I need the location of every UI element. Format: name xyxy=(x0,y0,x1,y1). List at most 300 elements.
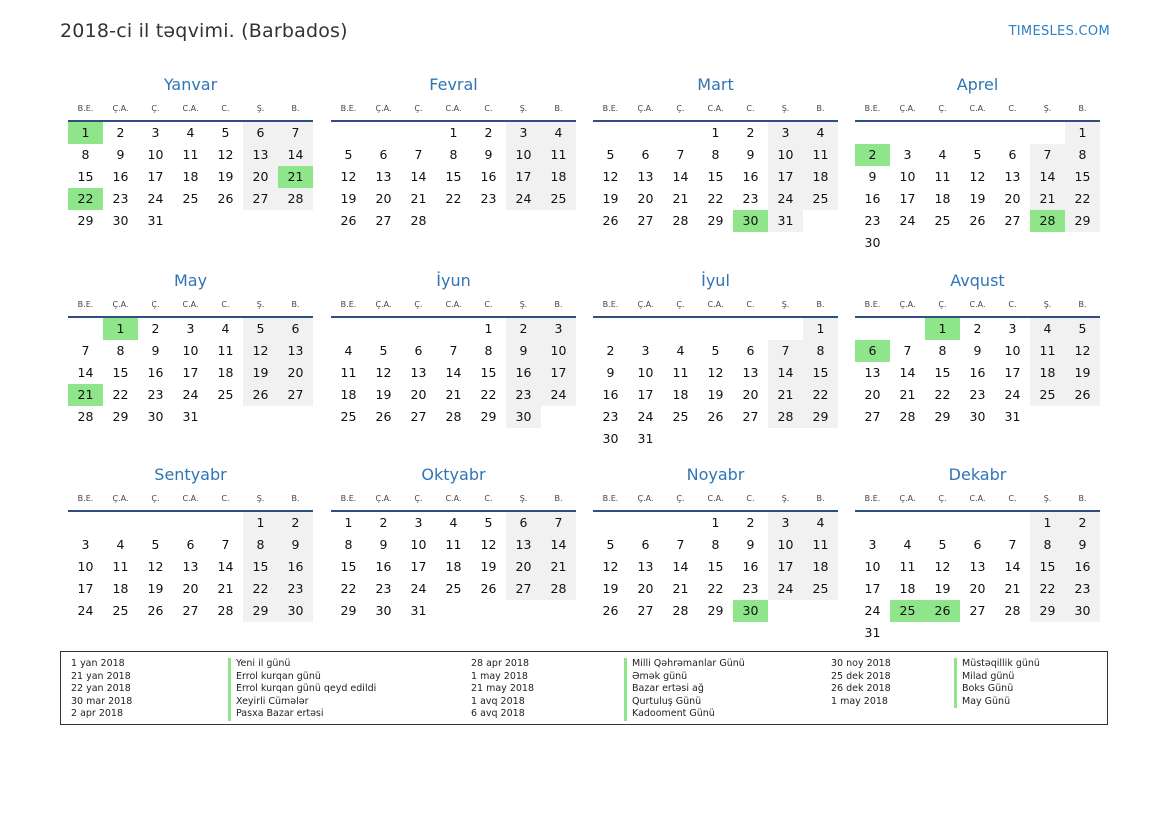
day-cell: 20 xyxy=(375,191,392,206)
weekday-header xyxy=(593,486,838,512)
legend-names-column xyxy=(228,658,376,721)
day-cell: 10 xyxy=(541,340,576,362)
day-cell: 10 xyxy=(864,559,881,574)
holiday-name: Milad günü xyxy=(954,671,1040,684)
weekday-label: B.E. xyxy=(340,494,357,503)
day-cell: 18 xyxy=(934,191,951,206)
day-cell: 11 xyxy=(803,144,838,166)
day-cell: 4 xyxy=(116,537,125,552)
day-cell: 18 xyxy=(541,166,576,188)
day-cell: 4 xyxy=(803,122,838,144)
weekday-label: B. xyxy=(816,494,825,503)
day-cell: 19 xyxy=(602,191,619,206)
day-cell: 26 xyxy=(375,409,392,424)
day-cell: 16 xyxy=(147,365,164,380)
day-cell: 23 xyxy=(742,191,759,206)
weekday-label: Ş. xyxy=(519,494,528,503)
day-cell: 20 xyxy=(182,581,199,596)
day-cell: 24 xyxy=(147,191,164,206)
empty-cell xyxy=(890,318,925,340)
weekday-header xyxy=(593,292,838,318)
day-cell: 2 xyxy=(506,318,541,340)
day-cell: 5 xyxy=(221,125,230,140)
day-cell: 19 xyxy=(340,191,357,206)
month-name: İyun xyxy=(436,271,471,290)
holiday-date: 6 avq 2018 xyxy=(471,708,525,719)
day-cell: 15 xyxy=(112,365,129,380)
weekday-header xyxy=(855,292,1100,318)
empty-cell xyxy=(1030,122,1065,144)
day-cell: 3 xyxy=(641,343,650,358)
weekday-label: B.E. xyxy=(340,104,357,113)
day-cell: 10 xyxy=(147,147,164,162)
day-cell: 19 xyxy=(707,387,724,402)
day-cell: 22 xyxy=(707,581,724,596)
day-cell: 24 xyxy=(541,384,576,406)
day-cell: 7 xyxy=(278,122,313,144)
legend-names-column xyxy=(624,658,745,721)
weekday-header xyxy=(331,486,576,512)
weekday-label: Ş. xyxy=(1043,494,1052,503)
day-cell: 18 xyxy=(1030,362,1065,384)
day-cell: 27 xyxy=(243,188,278,210)
holiday-date: 26 dek 2018 xyxy=(831,683,891,694)
weekday-label: C. xyxy=(484,104,493,113)
empty-cell xyxy=(436,318,471,340)
day-cell: 1 xyxy=(243,512,278,534)
day-cell: 2 xyxy=(151,321,160,336)
empty-cell xyxy=(855,512,890,534)
day-cell: 21 xyxy=(1004,581,1021,596)
day-cell: 29 xyxy=(1065,210,1100,232)
day-cell: 15 xyxy=(77,169,94,184)
holiday-day-cell: 30 xyxy=(733,600,768,622)
empty-cell xyxy=(173,512,208,534)
month-name: Aprel xyxy=(956,75,999,94)
weekday-label: C. xyxy=(746,104,755,113)
day-cell: 27 xyxy=(864,409,881,424)
day-cell: 26 xyxy=(147,603,164,618)
holiday-name: Milli Qəhrəmanlar Günü xyxy=(624,658,745,671)
empty-cell xyxy=(628,122,663,144)
day-cell: 12 xyxy=(217,147,234,162)
day-cell: 19 xyxy=(934,581,951,596)
holiday-date: 30 noy 2018 xyxy=(831,658,891,669)
weekday-label: C.A. xyxy=(707,104,724,113)
day-cell: 7 xyxy=(676,147,685,162)
day-cell: 29 xyxy=(707,603,724,618)
weekday-label: Ç.A. xyxy=(112,300,129,309)
month-calendar xyxy=(593,74,838,232)
day-cell: 19 xyxy=(602,581,619,596)
day-cell: 13 xyxy=(969,559,986,574)
weekday-label: Ş. xyxy=(256,300,265,309)
day-cell: 10 xyxy=(1004,343,1021,358)
weekday-label: Ç. xyxy=(151,300,160,309)
day-cell: 30 xyxy=(278,600,313,622)
weekday-label: C. xyxy=(746,494,755,503)
day-cell: 8 xyxy=(116,343,125,358)
empty-cell xyxy=(995,512,1030,534)
day-cell: 30 xyxy=(864,235,881,250)
weekday-label: Ç. xyxy=(151,494,160,503)
day-cell: 23 xyxy=(742,581,759,596)
day-cell: 21 xyxy=(1030,188,1065,210)
day-cell: 24 xyxy=(768,188,803,210)
day-cell: 28 xyxy=(541,578,576,600)
day-cell: 24 xyxy=(864,603,881,618)
day-cell: 23 xyxy=(1065,578,1100,600)
day-cell: 6 xyxy=(379,147,388,162)
day-cell: 25 xyxy=(541,188,576,210)
day-cell: 6 xyxy=(243,122,278,144)
day-cell: 11 xyxy=(182,147,199,162)
day-cell: 11 xyxy=(934,169,951,184)
empty-cell xyxy=(925,512,960,534)
day-cell: 17 xyxy=(77,581,94,596)
day-cell: 4 xyxy=(541,122,576,144)
weekday-label: Ç. xyxy=(938,104,947,113)
day-cell: 31 xyxy=(864,625,881,640)
day-cell: 19 xyxy=(147,581,164,596)
day-cell: 10 xyxy=(182,343,199,358)
day-cell: 25 xyxy=(934,213,951,228)
holiday-day-cell: 1 xyxy=(68,122,103,144)
day-cell: 24 xyxy=(182,387,199,402)
weekday-label: Ç.A. xyxy=(899,104,916,113)
weekday-label: C. xyxy=(1008,104,1017,113)
day-cell: 17 xyxy=(899,191,916,206)
day-cell: 23 xyxy=(480,191,497,206)
weekday-label: Ç. xyxy=(676,104,685,113)
day-cell: 22 xyxy=(803,384,838,406)
day-cell: 21 xyxy=(217,581,234,596)
weekday-label: B. xyxy=(1078,494,1087,503)
day-cell: 22 xyxy=(934,387,951,402)
day-cell: 22 xyxy=(1065,188,1100,210)
holiday-name: Bazar ertəsi ağ xyxy=(624,683,745,696)
weekday-label: B.E. xyxy=(340,300,357,309)
day-cell: 13 xyxy=(375,169,392,184)
day-cell: 2 xyxy=(379,515,388,530)
holiday-day-cell: 6 xyxy=(855,340,890,362)
day-cell: 1 xyxy=(344,515,353,530)
day-grid xyxy=(593,512,838,622)
empty-cell xyxy=(663,318,698,340)
day-cell: 22 xyxy=(243,578,278,600)
day-cell: 24 xyxy=(506,188,541,210)
day-cell: 12 xyxy=(602,559,619,574)
day-cell: 18 xyxy=(445,559,462,574)
day-cell: 10 xyxy=(506,144,541,166)
weekday-label: Ç. xyxy=(676,494,685,503)
day-cell: 29 xyxy=(480,409,497,424)
day-cell: 18 xyxy=(182,169,199,184)
day-cell: 17 xyxy=(541,362,576,384)
weekday-label: Ş. xyxy=(1043,300,1052,309)
month-calendar xyxy=(68,74,313,232)
holiday-name: Kadooment Günü xyxy=(624,708,745,721)
weekday-label: Ç. xyxy=(151,104,160,113)
day-cell: 31 xyxy=(410,603,427,618)
day-cell: 8 xyxy=(711,537,720,552)
day-cell: 5 xyxy=(606,147,615,162)
day-cell: 28 xyxy=(217,603,234,618)
day-cell: 24 xyxy=(410,581,427,596)
holiday-name: Boks Günü xyxy=(954,683,1040,696)
weekday-label: B.E. xyxy=(602,494,619,503)
day-cell: 8 xyxy=(243,534,278,556)
day-cell: 11 xyxy=(112,559,129,574)
day-cell: 22 xyxy=(1030,578,1065,600)
day-cell: 29 xyxy=(1030,600,1065,622)
day-cell: 31 xyxy=(182,409,199,424)
holiday-legend xyxy=(60,651,1108,725)
day-cell: 16 xyxy=(864,191,881,206)
weekday-header xyxy=(855,486,1100,512)
day-cell: 20 xyxy=(637,191,654,206)
holiday-name: Errol kurqan günü xyxy=(228,671,376,684)
weekday-label: Ş. xyxy=(256,104,265,113)
day-cell: 24 xyxy=(1004,387,1021,402)
day-cell: 11 xyxy=(899,559,916,574)
day-cell: 16 xyxy=(602,387,619,402)
empty-cell xyxy=(698,318,733,340)
day-cell: 9 xyxy=(151,343,160,358)
day-cell: 17 xyxy=(864,581,881,596)
weekday-label: B. xyxy=(554,300,563,309)
day-cell: 20 xyxy=(969,581,986,596)
day-cell: 11 xyxy=(803,534,838,556)
day-cell: 2 xyxy=(116,125,125,140)
day-cell: 26 xyxy=(243,384,278,406)
day-cell: 14 xyxy=(672,169,689,184)
day-cell: 1 xyxy=(803,318,838,340)
weekday-label: Ç. xyxy=(938,494,947,503)
day-cell: 26 xyxy=(969,213,986,228)
day-cell: 5 xyxy=(711,343,720,358)
day-cell: 25 xyxy=(340,409,357,424)
weekday-label: C.A. xyxy=(182,300,199,309)
day-cell: 17 xyxy=(637,387,654,402)
day-cell: 2 xyxy=(606,343,615,358)
day-cell: 27 xyxy=(278,384,313,406)
day-cell: 2 xyxy=(746,515,755,530)
day-cell: 16 xyxy=(1065,556,1100,578)
day-grid xyxy=(331,318,576,428)
day-grid xyxy=(593,318,838,450)
legend-dates-column xyxy=(71,658,132,721)
day-cell: 15 xyxy=(707,559,724,574)
empty-cell xyxy=(138,512,173,534)
day-cell: 23 xyxy=(112,191,129,206)
holiday-date: 1 may 2018 xyxy=(471,670,528,682)
day-cell: 9 xyxy=(868,169,877,184)
day-cell: 2 xyxy=(973,321,982,336)
weekday-label: C.A. xyxy=(969,494,986,503)
day-cell: 25 xyxy=(672,409,689,424)
holiday-name: Qurtuluş Günü xyxy=(624,696,745,709)
weekday-label: C. xyxy=(221,494,230,503)
weekday-label: Ş. xyxy=(781,104,790,113)
holiday-name: Müstəqillik günü xyxy=(954,658,1040,671)
weekday-label: Ç.A. xyxy=(375,494,392,503)
weekday-header xyxy=(855,96,1100,122)
day-cell: 25 xyxy=(1030,384,1065,406)
holiday-name: Pasxa Bazar ertəsi xyxy=(228,708,376,721)
day-cell: 31 xyxy=(1004,409,1021,424)
day-cell: 6 xyxy=(278,318,313,340)
day-cell: 10 xyxy=(768,144,803,166)
day-cell: 16 xyxy=(969,365,986,380)
day-cell: 28 xyxy=(672,603,689,618)
day-cell: 19 xyxy=(375,387,392,402)
weekday-label: B. xyxy=(1078,300,1087,309)
day-cell: 29 xyxy=(934,409,951,424)
day-cell: 13 xyxy=(410,365,427,380)
day-cell: 18 xyxy=(803,556,838,578)
day-cell: 4 xyxy=(938,147,947,162)
weekday-label: C.A. xyxy=(182,494,199,503)
day-cell: 5 xyxy=(243,318,278,340)
day-cell: 25 xyxy=(445,581,462,596)
empty-cell xyxy=(663,122,698,144)
holiday-day-cell: 28 xyxy=(1030,210,1065,232)
empty-cell xyxy=(331,318,366,340)
empty-cell xyxy=(960,122,995,144)
day-grid xyxy=(855,122,1100,254)
day-cell: 10 xyxy=(77,559,94,574)
holiday-day-cell: 1 xyxy=(103,318,138,340)
day-cell: 20 xyxy=(506,556,541,578)
day-cell: 8 xyxy=(344,537,353,552)
day-cell: 7 xyxy=(541,512,576,534)
day-cell: 30 xyxy=(147,409,164,424)
day-cell: 8 xyxy=(1065,144,1100,166)
day-cell: 20 xyxy=(864,387,881,402)
day-cell: 26 xyxy=(1065,384,1100,406)
month-name: Mart xyxy=(697,75,734,94)
day-cell: 12 xyxy=(147,559,164,574)
month-name: Noyabr xyxy=(686,465,745,484)
day-cell: 24 xyxy=(899,213,916,228)
empty-cell xyxy=(855,318,890,340)
day-cell: 11 xyxy=(672,365,689,380)
day-cell: 5 xyxy=(151,537,160,552)
day-cell: 22 xyxy=(340,581,357,596)
weekday-label: Ç.A. xyxy=(375,300,392,309)
day-cell: 28 xyxy=(672,213,689,228)
day-cell: 13 xyxy=(637,169,654,184)
month-calendar xyxy=(593,270,838,450)
weekday-label: Ç.A. xyxy=(637,300,654,309)
day-cell: 1 xyxy=(484,321,493,336)
day-cell: 30 xyxy=(602,431,619,446)
day-cell: 5 xyxy=(1065,318,1100,340)
day-cell: 25 xyxy=(182,191,199,206)
weekday-label: B. xyxy=(291,494,300,503)
empty-cell xyxy=(331,122,366,144)
day-cell: 11 xyxy=(340,365,357,380)
day-cell: 8 xyxy=(1030,534,1065,556)
day-cell: 20 xyxy=(278,362,313,384)
day-cell: 18 xyxy=(803,166,838,188)
weekday-label: B. xyxy=(554,104,563,113)
day-cell: 12 xyxy=(934,559,951,574)
weekday-label: B.E. xyxy=(864,494,881,503)
day-cell: 23 xyxy=(278,578,313,600)
brand-link[interactable]: TIMESLES.COM xyxy=(1008,24,1110,39)
day-cell: 14 xyxy=(410,169,427,184)
holiday-name: Errol kurqan günü qeyd edildi xyxy=(228,683,376,696)
holiday-name: Yeni il günü xyxy=(228,658,376,671)
day-cell: 27 xyxy=(969,603,986,618)
empty-cell xyxy=(68,318,103,340)
day-cell: 28 xyxy=(278,188,313,210)
month-name: İyul xyxy=(701,271,730,290)
weekday-label: B.E. xyxy=(77,300,94,309)
day-cell: 19 xyxy=(243,362,278,384)
weekday-label: Ç. xyxy=(414,300,423,309)
weekday-label: Ç.A. xyxy=(899,494,916,503)
weekday-header xyxy=(593,96,838,122)
day-cell: 17 xyxy=(768,556,803,578)
day-cell: 27 xyxy=(637,603,654,618)
legend-dates-column xyxy=(831,658,891,708)
day-cell: 13 xyxy=(742,365,759,380)
day-cell: 30 xyxy=(969,409,986,424)
day-cell: 14 xyxy=(77,365,94,380)
weekday-label: Ç. xyxy=(676,300,685,309)
day-cell: 5 xyxy=(606,537,615,552)
day-cell: 19 xyxy=(480,559,497,574)
day-grid xyxy=(68,512,313,622)
day-cell: 9 xyxy=(379,537,388,552)
weekday-label: B. xyxy=(291,300,300,309)
day-cell: 20 xyxy=(1004,191,1021,206)
day-cell: 30 xyxy=(1065,600,1100,622)
day-cell: 16 xyxy=(506,362,541,384)
day-cell: 21 xyxy=(899,387,916,402)
day-cell: 19 xyxy=(969,191,986,206)
day-cell: 7 xyxy=(449,343,458,358)
weekday-label: B.E. xyxy=(864,300,881,309)
day-cell: 16 xyxy=(375,559,392,574)
empty-cell xyxy=(628,318,663,340)
day-cell: 2 xyxy=(1065,512,1100,534)
day-cell: 25 xyxy=(112,603,129,618)
day-cell: 7 xyxy=(81,343,90,358)
day-cell: 4 xyxy=(221,321,230,336)
weekday-label: C. xyxy=(484,494,493,503)
month-name: Oktyabr xyxy=(421,465,486,484)
weekday-label: Ş. xyxy=(256,494,265,503)
day-cell: 14 xyxy=(672,559,689,574)
day-cell: 11 xyxy=(541,144,576,166)
month-calendar xyxy=(331,74,576,232)
holiday-date: 1 avq 2018 xyxy=(471,695,525,707)
day-cell: 1 xyxy=(449,125,458,140)
day-cell: 18 xyxy=(672,387,689,402)
day-cell: 25 xyxy=(803,188,838,210)
weekday-label: B.E. xyxy=(602,300,619,309)
day-cell: 28 xyxy=(768,406,803,428)
weekday-header xyxy=(68,96,313,122)
day-cell: 5 xyxy=(484,515,493,530)
day-cell: 8 xyxy=(449,147,458,162)
weekday-label: C. xyxy=(1008,494,1017,503)
day-cell: 9 xyxy=(746,537,755,552)
